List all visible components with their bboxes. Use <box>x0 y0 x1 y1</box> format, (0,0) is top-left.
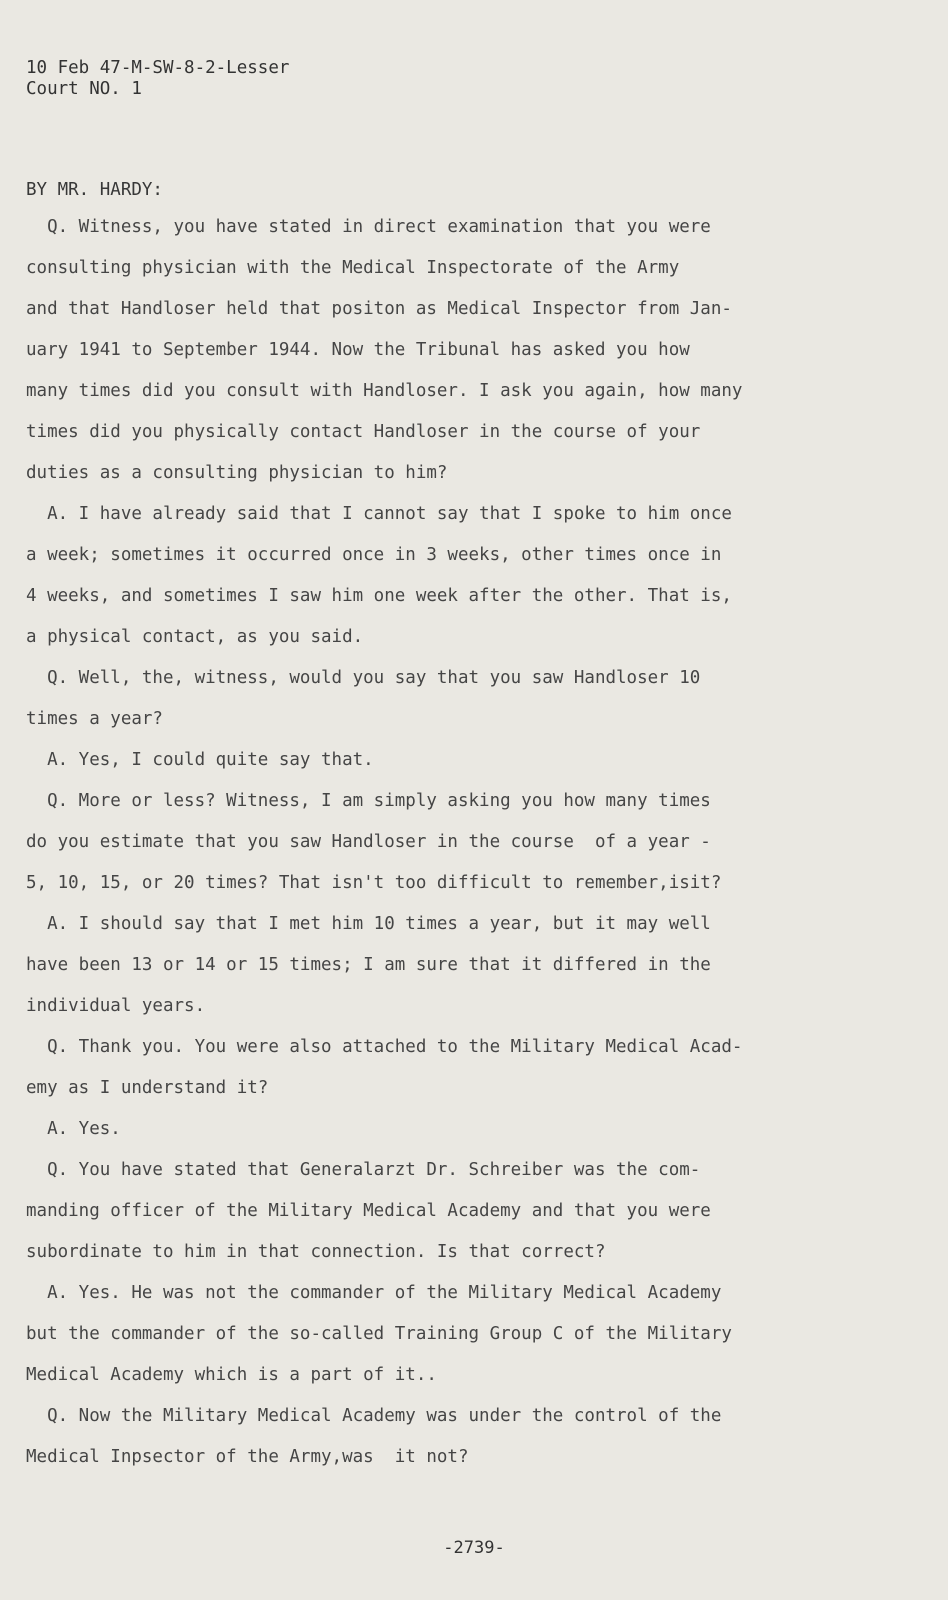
transcript-line: manding officer of the Military Medical Academy and that you were <box>26 1201 711 1221</box>
transcript-line: times a year? <box>26 709 163 729</box>
transcript-line: but the commander of the so-called Training Group C of the Military <box>26 1324 732 1344</box>
transcript-line: subordinate to him in that connection. Is that correct? <box>26 1242 606 1262</box>
transcript-line: and that Handloser held that positon as Medical Inspector from Jan- <box>26 299 732 319</box>
transcript-line: A. Yes, I could quite say that. <box>26 750 374 770</box>
transcript-body <box>26 217 926 1488</box>
examiner-byline: BY MR. HARDY: <box>26 180 163 200</box>
transcript-line: Q. Thank you. You were also attached to the Military Medical Acad- <box>26 1037 743 1057</box>
transcript-line: a week; sometimes it occurred once in 3 weeks, other times once in <box>26 545 722 565</box>
transcript-line: Q. You have stated that Generalarzt Dr. Schreiber was the com- <box>26 1160 701 1180</box>
transcript-line: Medical Academy which is a part of it.. <box>26 1365 437 1385</box>
transcript-line: do you estimate that you saw Handloser in the course of a year - <box>26 832 711 852</box>
document-header <box>26 58 289 100</box>
header-line-1: 10 Feb 47-M-SW-8-2-Lesser <box>26 58 290 78</box>
transcript-line: A. Yes. He was not the commander of the Military Medical Academy <box>26 1283 722 1303</box>
transcript-line: uary 1941 to September 1944. Now the Tribunal has asked you how <box>26 340 690 360</box>
transcript-line: Q. Now the Military Medical Academy was under the control of the <box>26 1406 722 1426</box>
transcript-line: A. I should say that I met him 10 times a year, but it may well <box>26 914 711 934</box>
transcript-line: Medical Inpsector of the Army,was it not? <box>26 1447 469 1467</box>
transcript-line: times did you physically contact Handloser in the course of your <box>26 422 701 442</box>
transcript-line: Q. More or less? Witness, I am simply asking you how many times <box>26 791 711 811</box>
transcript-line: emy as I understand it? <box>26 1078 269 1098</box>
transcript-line: a physical contact, as you said. <box>26 627 364 647</box>
transcript-line: consulting physician with the Medical Inspectorate of the Army <box>26 258 680 278</box>
transcript-line: have been 13 or 14 or 15 times; I am sure that it differed in the <box>26 955 711 975</box>
transcript-line: Q. Witness, you have stated in direct examination that you were <box>26 217 711 237</box>
header-line-2: Court NO. 1 <box>26 79 142 99</box>
transcript-line: A. Yes. <box>26 1119 121 1139</box>
transcript-line: duties as a consulting physician to him? <box>26 463 448 483</box>
transcript-line: 4 weeks, and sometimes I saw him one week after the other. That is, <box>26 586 732 606</box>
transcript-line: Q. Well, the, witness, would you say that you saw Handloser 10 <box>26 668 701 688</box>
transcript-line: A. I have already said that I cannot say that I spoke to him once <box>26 504 732 524</box>
page-number: -2739- <box>443 1538 505 1558</box>
transcript-line: 5, 10, 15, or 20 times? That isn't too difficult to remember,isit? <box>26 873 722 893</box>
transcript-line: individual years. <box>26 996 206 1016</box>
transcript-line: many times did you consult with Handloser. I ask you again, how many <box>26 381 743 401</box>
